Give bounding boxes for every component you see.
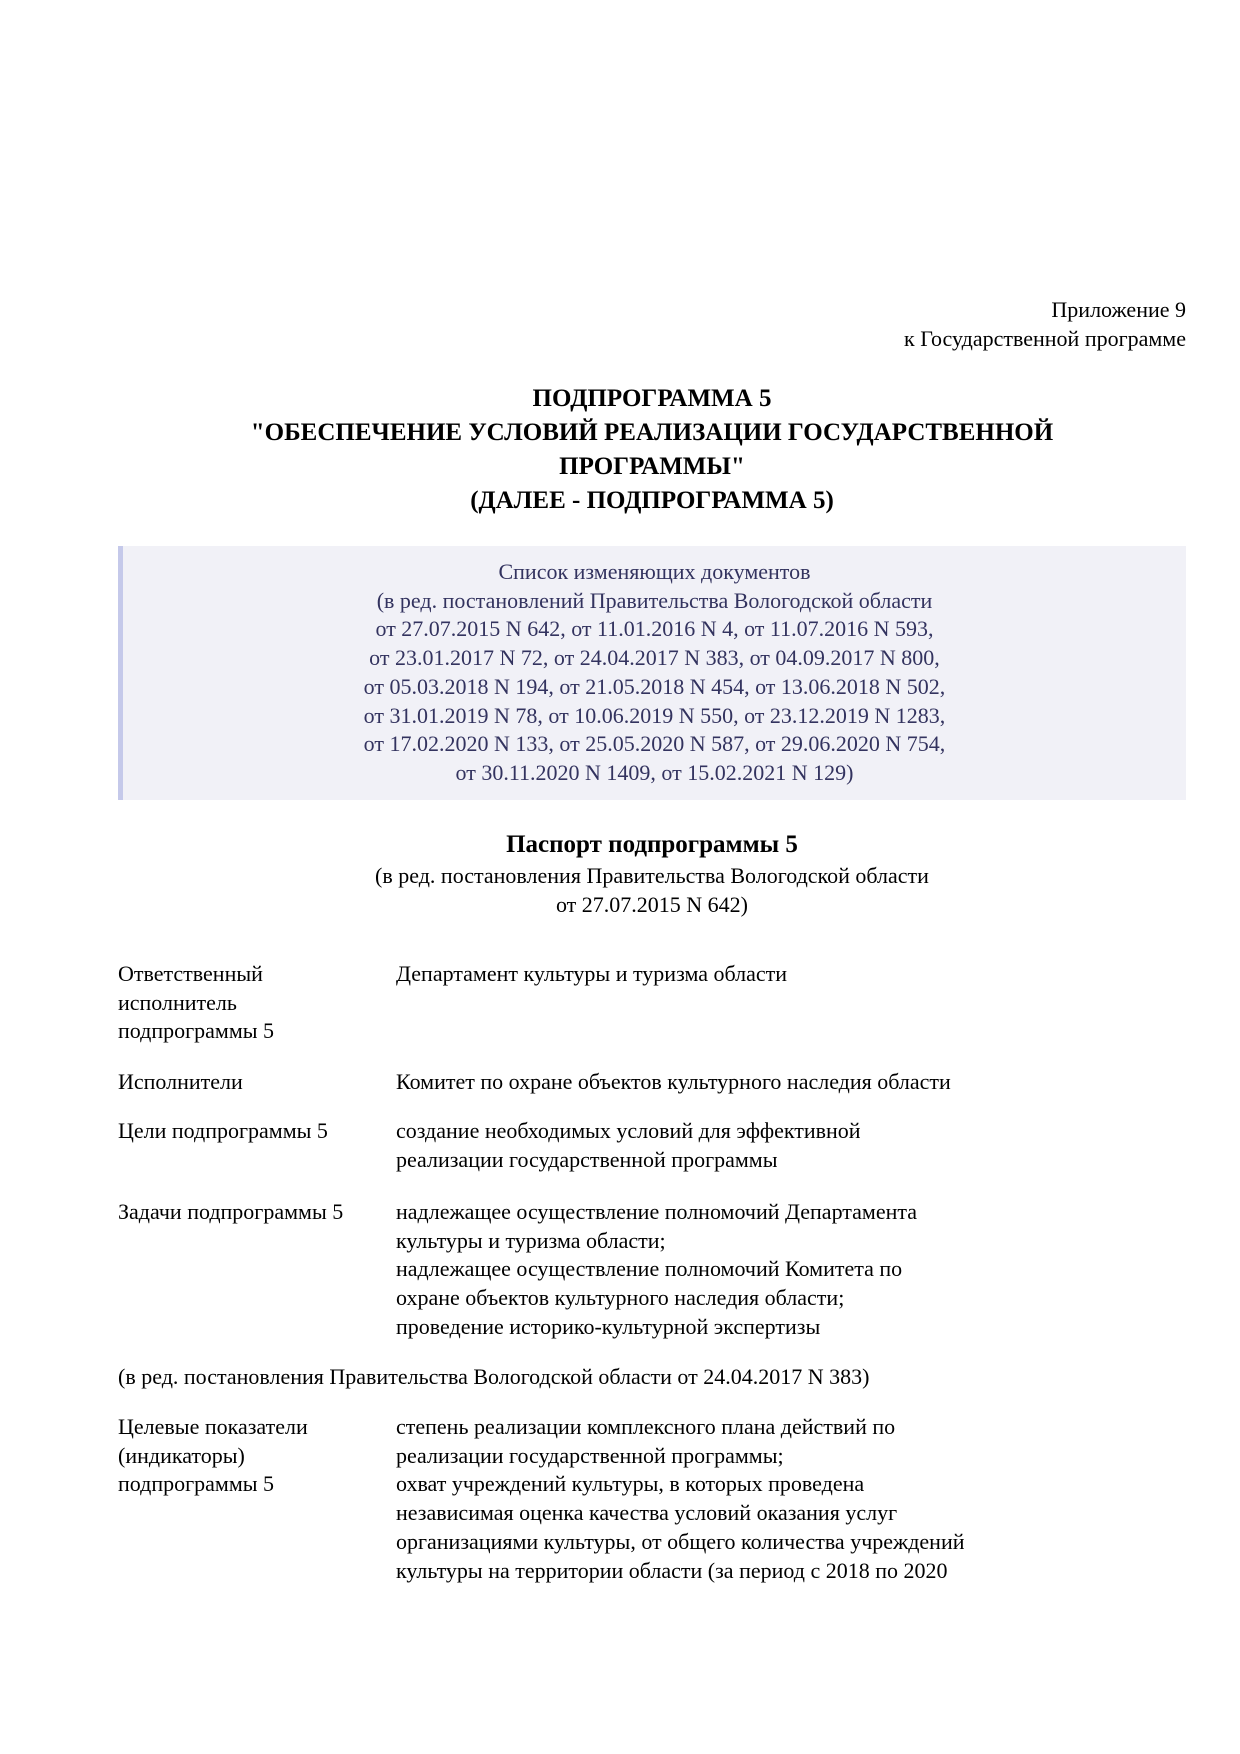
- row-label: Цели подпрограммы 5: [118, 1118, 328, 1143]
- passport-edit-line: от 27.07.2015 N 642): [555, 891, 749, 917]
- amendments-line: от 05.03.2018 N 194, от 21.05.2018 N 454, от 13.06.2018 N 502,: [363, 673, 946, 699]
- edit-note-text: (в ред. постановления Правительства Вологодской области от 24.04.2017 N 383): [118, 1364, 870, 1389]
- row-label: Ответственный: [118, 961, 263, 986]
- row-label: подпрограммы 5: [118, 1471, 275, 1497]
- appendix-reference: [904, 296, 1186, 353]
- amendments-line: (в ред. постановлений Правительства Вологодской области: [376, 587, 933, 613]
- appendix-number: Приложение 9: [1051, 297, 1186, 322]
- row-value: организациями культуры, от общего количества учреждений: [396, 1528, 965, 1554]
- row-value: охват учреждений культуры, в которых проведена: [396, 1471, 865, 1497]
- amendments-line: от 27.07.2015 N 642, от 11.01.2016 N 4, от 11.07.2016 N 593,: [375, 616, 934, 642]
- row-value: степень реализации комплексного плана действий по: [396, 1414, 896, 1439]
- row-value: независимая оценка качества условий оказания услуг: [396, 1500, 898, 1526]
- passport-heading: Паспорт подпрограммы 5: [506, 831, 798, 858]
- row-label: подпрограммы 5: [118, 1018, 275, 1044]
- row-value: культуры и туризма области;: [396, 1227, 666, 1253]
- row-label: исполнитель: [118, 989, 237, 1015]
- row-label: Исполнители: [118, 1069, 243, 1094]
- row-value: проведение историко-культурной экспертизы: [396, 1313, 821, 1339]
- amendments-heading: Список изменяющих документов: [498, 559, 811, 584]
- passport-header: [118, 828, 1186, 919]
- title-line: ПРОГРАММЫ": [559, 453, 745, 480]
- title-line: (ДАЛЕЕ - ПОДПРОГРАММА 5): [470, 487, 834, 514]
- passport-edit-note: [118, 1363, 1186, 1392]
- title-line: ПОДПРОГРАММА 5: [532, 385, 772, 412]
- title-line: "ОБЕСПЕЧЕНИЕ УСЛОВИЙ РЕАЛИЗАЦИИ ГОСУДАРСТВЕННОЙ: [250, 419, 1054, 446]
- passport-edit-line: (в ред. постановления Правительства Вологодской области: [375, 863, 929, 888]
- row-value: Департамент культуры и туризма области: [396, 961, 788, 986]
- amendments-line: от 23.01.2017 N 72, от 24.04.2017 N 383, от 04.09.2017 N 800,: [369, 645, 940, 671]
- appendix-program: к Государственной программе: [904, 325, 1186, 351]
- row-value: Комитет по охране объектов культурного наследия области: [396, 1069, 951, 1094]
- row-label: Целевые показатели: [118, 1414, 308, 1439]
- document-title: [118, 382, 1186, 518]
- amendments-line: от 17.02.2020 N 133, от 25.05.2020 N 587, от 29.06.2020 N 754,: [363, 731, 946, 757]
- row-value: охране объектов культурного наследия области;: [396, 1285, 845, 1311]
- amendments-box: [118, 546, 1186, 800]
- row-value: реализации государственной программы: [396, 1146, 778, 1172]
- row-label: (индикаторы): [118, 1442, 245, 1468]
- amendments-line: от 30.11.2020 N 1409, от 15.02.2021 N 129): [455, 759, 854, 785]
- row-value: культуры на территории области (за период с 2018 по 2020: [396, 1557, 948, 1583]
- row-value: надлежащее осуществление полномочий Комитета по: [396, 1256, 903, 1282]
- amendments-line: от 31.01.2019 N 78, от 10.06.2019 N 550, от 23.12.2019 N 1283,: [363, 702, 946, 728]
- row-value: реализации государственной программы;: [396, 1442, 784, 1468]
- row-value: создание необходимых условий для эффективной: [396, 1118, 861, 1143]
- row-label: Задачи подпрограммы 5: [118, 1199, 344, 1224]
- row-value: надлежащее осуществление полномочий Департамента: [396, 1199, 918, 1224]
